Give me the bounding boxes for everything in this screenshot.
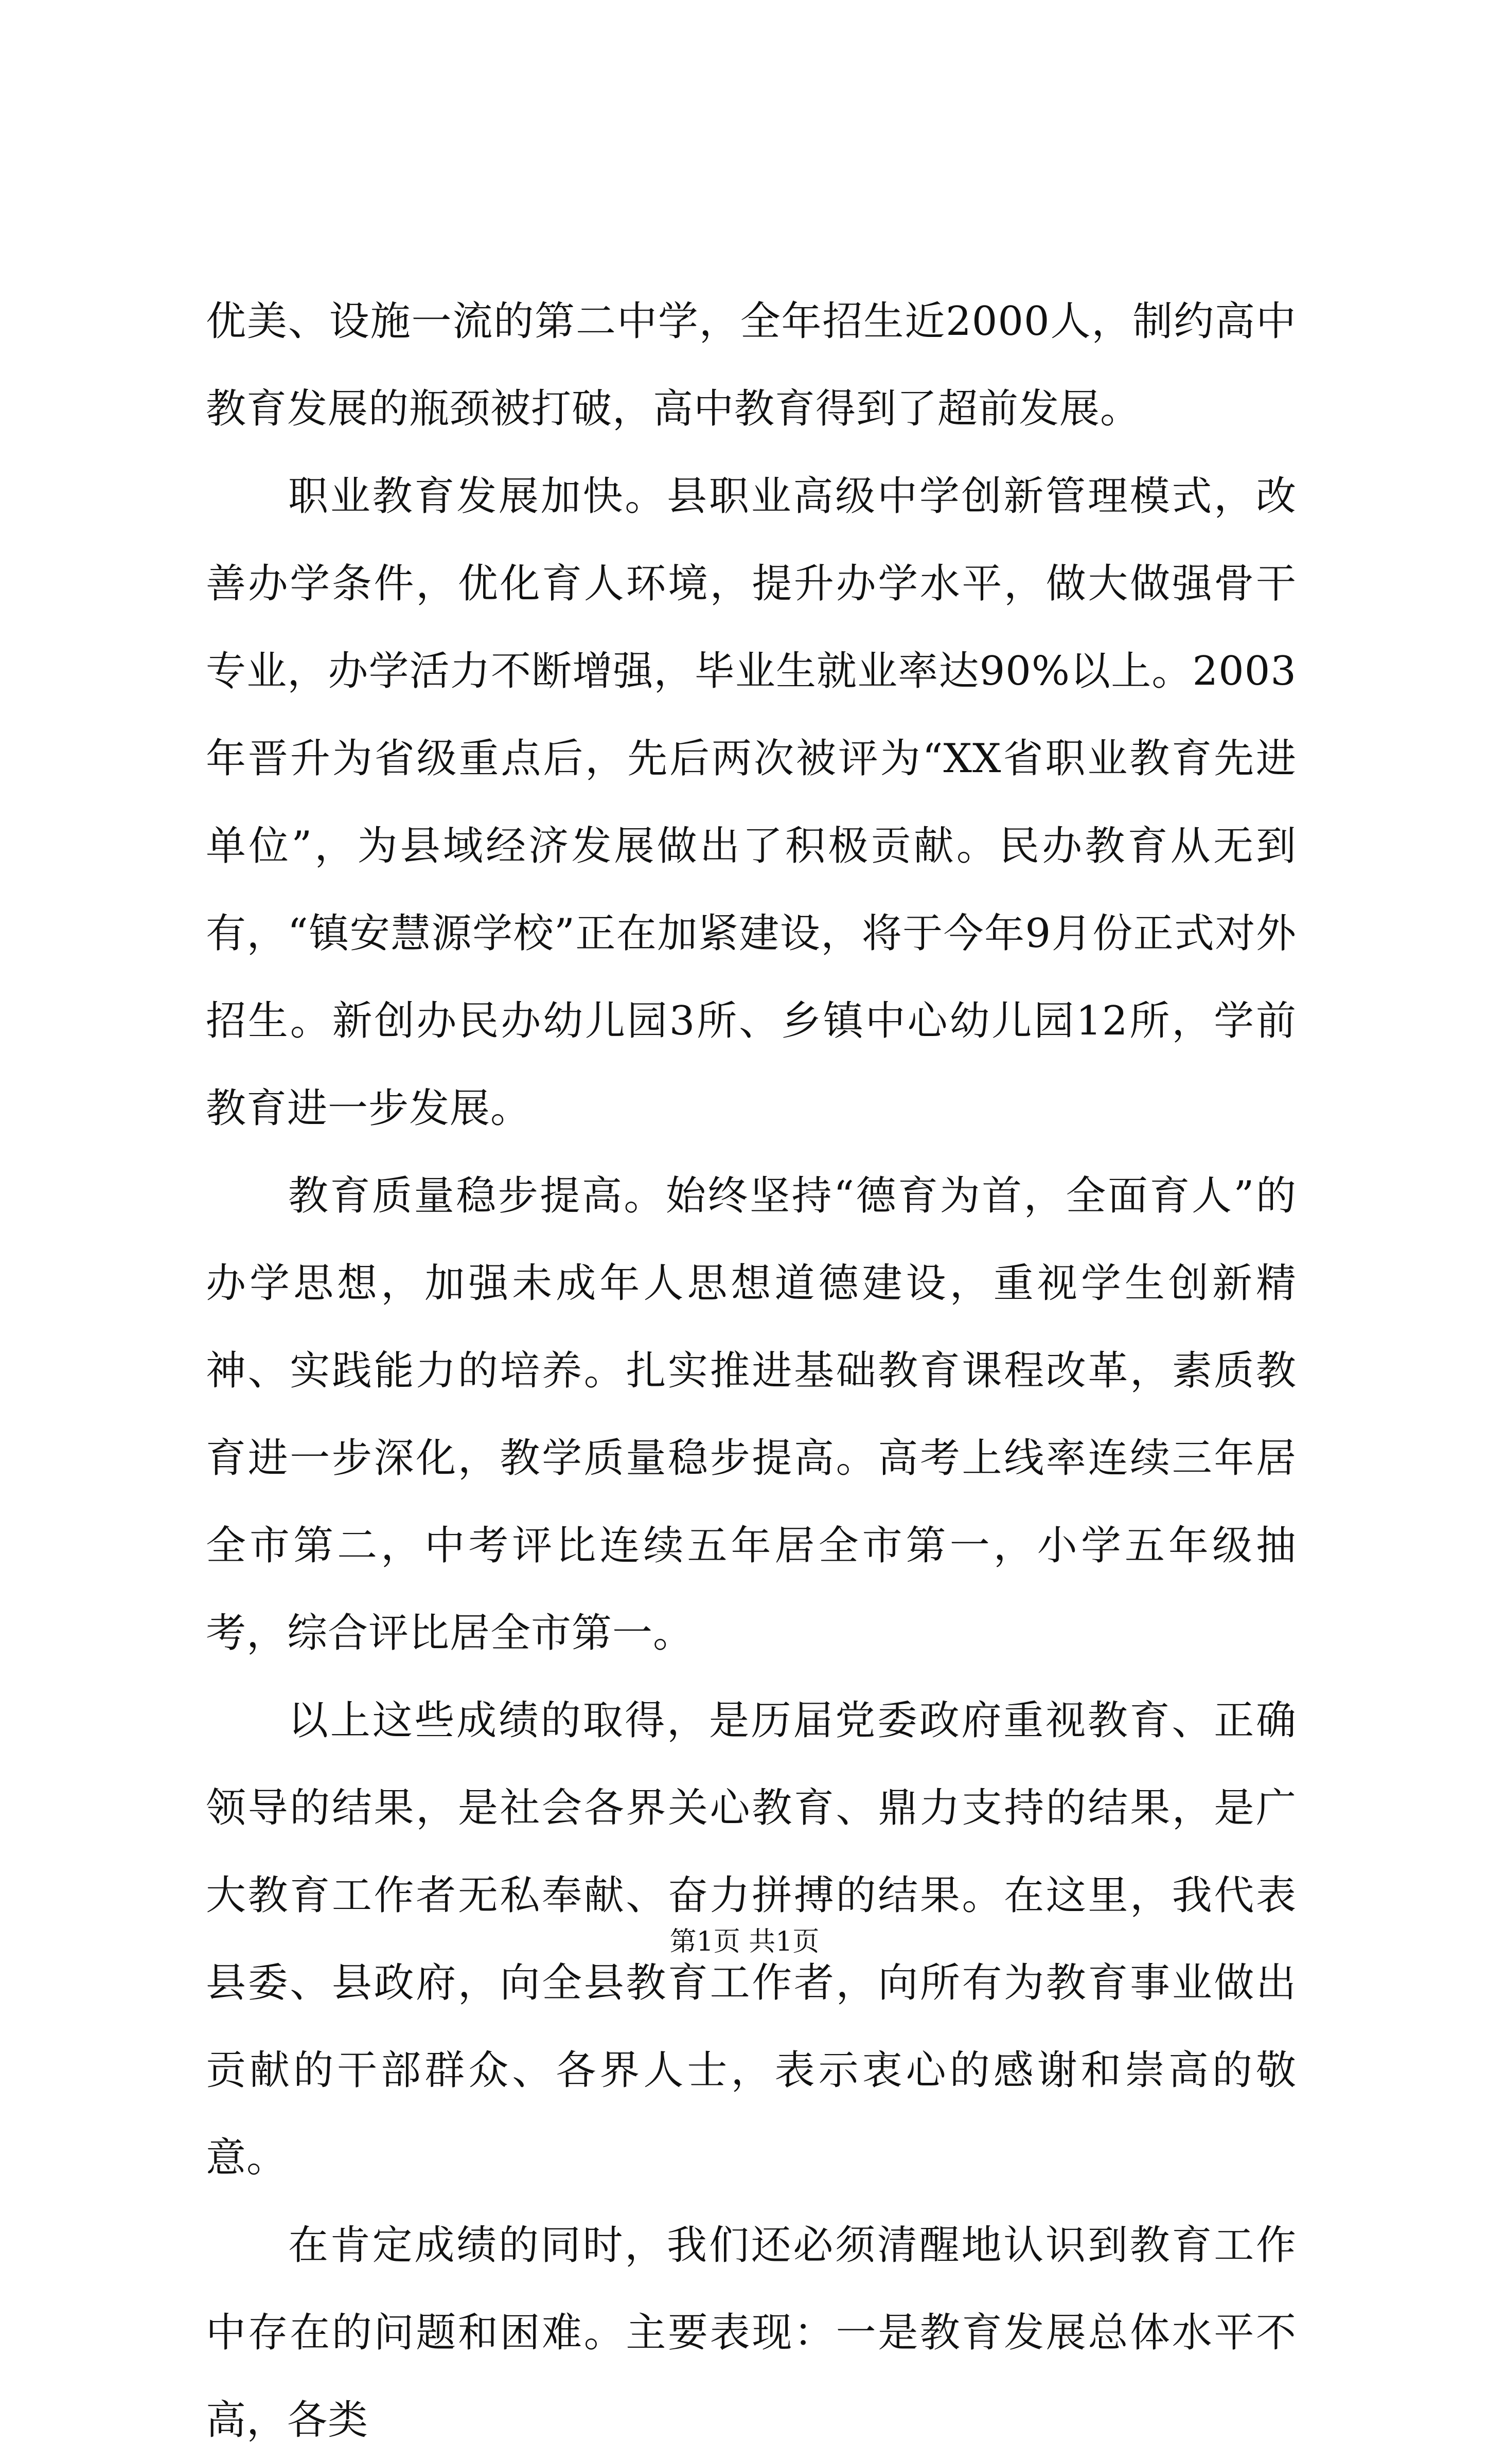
page-number-footer: 第1页 共1页 — [669, 1926, 820, 1957]
paragraph-problems: 在肯定成绩的同时，我们还必须清醒地认识到教育工作中存在的问题和困难。主要表现：一是教育发展总体水平不高，各类 — [206, 2222, 1297, 2443]
paragraph-continued: 优美、设施一流的第二中学，全年招生近2000人，制约高中教育发展的瓶颈被打破，高中教育得到了超前发展。 — [206, 298, 1297, 432]
document-body — [206, 278, 1297, 2464]
paragraph-acknowledgement: 以上这些成绩的取得，是历届党委政府重视教育、正确领导的结果，是社会各界关心教育、鼎力支持的结果，是广大教育工作者无私奉献、奋力拼搏的结果。在这里，我代表县委、县政府，向全县教育工作者，向所有为教育事业做出贡献的干部群众、各界人士，表示衷心的感谢和崇高的敬意。 — [206, 1698, 1297, 2181]
paragraph-education-quality: 教育质量稳步提高。始终坚持“德育为首，全面育人”的办学思想，加强未成年人思想道德建设，重视学生创新精神、实践能力的培养。扎实推进基础教育课程改革，素质教育进一步深化，教学质量稳步提高。高考上线率连续三年居全市第二，中考评比连续五年居全市第一，小学五年级抽考，综合评比居全市第一。 — [206, 1173, 1297, 1656]
paragraph-vocational-education: 职业教育发展加快。县职业高级中学创新管理模式，改善办学条件，优化育人环境，提升办学水平，做大做强骨干专业，办学活力不断增强，毕业生就业率达90%以上。2003年晋升为省级重点后，先后两次被评为“XX省职业教育先进单位”，为县域经济发展做出了积极贡献。民办教育从无到有，“镇安慧源学校”正在加紧建设，将于今年9月份正式对外招生。新创办民办幼儿园3所、乡镇中心幼儿园12所，学前教育进一步发展。 — [206, 473, 1297, 1132]
